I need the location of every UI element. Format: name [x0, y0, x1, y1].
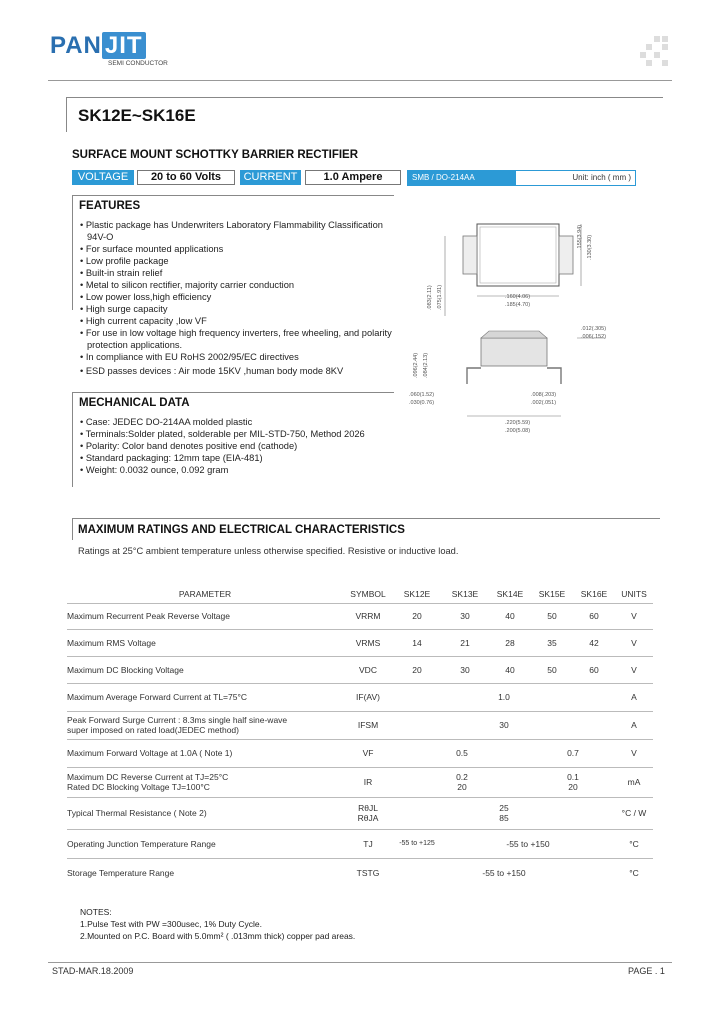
list-item: • Standard packaging: 12mm tape (EIA-481) — [80, 453, 263, 463]
col-header: SK12E — [403, 588, 431, 599]
symbol-cell: VDC — [343, 656, 393, 683]
package-label: SMB / DO-214AA — [408, 171, 516, 185]
list-item: • For surface mounted applications — [80, 244, 224, 254]
value-cell: 0.2 20 — [393, 767, 531, 797]
package-lead-right — [559, 236, 573, 274]
value-cell: 0.7 — [531, 739, 615, 767]
current-label: CURRENT — [240, 170, 301, 185]
product-subtitle: SURFACE MOUNT SCHOTTKY BARRIER RECTIFIER — [72, 149, 359, 161]
features-heading: FEATURES — [79, 200, 141, 212]
dim-text: .155(3.94) — [577, 224, 583, 250]
list-item: • Polarity: Color band denotes positive end (cathode) — [80, 441, 298, 451]
dim-text: .200(5.08) — [505, 428, 531, 434]
value-cell: 40 — [489, 603, 531, 629]
symbol-cell: VRMS — [343, 629, 393, 656]
value-cell: 21 — [441, 629, 489, 656]
dim-text: .060(1.52) — [409, 392, 435, 398]
unit-cell: V — [615, 656, 653, 683]
unit-cell: V — [615, 603, 653, 629]
symbol-cell: VF — [343, 739, 393, 767]
unit-cell: V — [615, 629, 653, 656]
value-cell: 28 — [489, 629, 531, 656]
value-cell: 60 — [573, 603, 615, 629]
mechanical-heading: MECHANICAL DATA — [79, 397, 190, 409]
value-cell: 30 — [441, 656, 489, 683]
list-item: • ESD passes devices : Air mode 15KV ,human body mode 8KV — [80, 366, 344, 376]
symbol-cell: IR — [343, 767, 393, 797]
unit-cell: °C / W — [615, 797, 653, 829]
list-item: • For use in low voltage high frequency inverters, free wheeling, and polarity protection applications. — [80, 328, 392, 350]
value-cell: 35 — [531, 629, 573, 656]
panjit-logo — [50, 32, 146, 60]
col-header: SK13E — [451, 588, 479, 599]
dim-text: .030(0.76) — [409, 400, 435, 406]
list-item: • Built-in strain relief — [80, 268, 163, 278]
param-cell: Maximum RMS Voltage — [67, 629, 343, 656]
notes-block — [80, 906, 355, 942]
value-cell: 14 — [393, 629, 441, 656]
voltage-value: 20 to 60 Volts — [137, 170, 235, 185]
table-row — [67, 656, 653, 683]
table-row — [67, 603, 653, 629]
symbol-cell: IF(AV) — [343, 683, 393, 711]
features-frame-top — [72, 195, 394, 196]
decorative-squares-icon — [640, 36, 672, 68]
col-header: SYMBOL — [350, 588, 386, 599]
symbol-cell: IFSM — [343, 711, 393, 739]
unit-cell: mA — [615, 767, 653, 797]
list-item: • Plastic package has Underwriters Laboratory Flammability Classification 94V-O — [80, 220, 383, 242]
value-cell: 40 — [489, 656, 531, 683]
footer-rule — [48, 962, 672, 963]
features-frame-line — [72, 195, 73, 310]
dim-text: .130(3.30) — [587, 234, 593, 260]
package-lead-left — [463, 236, 477, 274]
unit-cell: A — [615, 711, 653, 739]
table-row — [67, 711, 653, 739]
table-row — [67, 739, 653, 767]
symbol-cell: RθJL RθJA — [343, 797, 393, 829]
dim-text: .008(.203) — [531, 392, 557, 398]
ratings-frame-left — [72, 518, 73, 540]
param-cell: Maximum Forward Voltage at 1.0A ( Note 1) — [67, 739, 343, 767]
footer-page: PAGE . 1 — [628, 966, 665, 976]
package-diagram — [405, 188, 637, 438]
ratings-heading: MAXIMUM RATINGS AND ELECTRICAL CHARACTERISTICS — [78, 524, 405, 536]
param-cell: Peak Forward Surge Current : 8.3ms single half sine-wave super imposed on rated load(JEDEC method) — [67, 711, 343, 739]
footer-date: STAD-MAR.18.2009 — [52, 966, 134, 976]
value-cell: 30 — [441, 603, 489, 629]
note-item: 2.Mounted on P.C. Board with 5.0mm² ( .013mm thick) copper pad areas. — [80, 931, 356, 941]
table-header-row — [67, 585, 653, 603]
value-cell: -55 to +150 — [441, 829, 615, 858]
param-cell: Maximum Recurrent Peak Reverse Voltage — [67, 603, 343, 629]
logo-subtitle: SEMI CONDUCTOR — [108, 60, 168, 67]
dim-text: .012(.305) — [581, 326, 607, 332]
list-item: • Low profile package — [80, 256, 169, 266]
param-cell: Maximum Average Forward Current at TL=75°C — [67, 683, 343, 711]
table-row — [67, 797, 653, 829]
param-cell: Maximum DC Reverse Current at TJ=25°C Rated DC Blocking Voltage TJ=100°C — [67, 767, 343, 797]
voltage-label: VOLTAGE — [72, 170, 134, 185]
list-item: • High surge capacity — [80, 304, 168, 314]
value-cell: 30 — [393, 711, 615, 739]
list-item: • Low power loss,high efficiency — [80, 292, 212, 302]
dim-text: .220(5.59) — [505, 420, 531, 426]
value-cell: 25 85 — [393, 797, 615, 829]
list-item: • Metal to silicon rectifier, majority carrier conduction — [80, 280, 295, 290]
value-cell: 0.1 20 — [531, 767, 615, 797]
package-bar — [407, 170, 636, 186]
unit-cell: °C — [615, 858, 653, 887]
dim-text: .002(.051) — [531, 400, 557, 406]
table-row — [67, 683, 653, 711]
current-value: 1.0 Ampere — [305, 170, 401, 185]
package-top-inner — [480, 227, 556, 283]
ratings-frame-top — [72, 518, 660, 519]
table-row — [67, 829, 653, 858]
table-row — [67, 629, 653, 656]
dim-text: .185(4.70) — [505, 302, 531, 308]
note-item: 1.Pulse Test with PW =300usec, 1% Duty Cycle. — [80, 919, 262, 929]
package-side-body — [481, 338, 547, 366]
value-cell: 60 — [573, 656, 615, 683]
symbol-cell: TSTG — [343, 858, 393, 887]
value-cell: 20 — [393, 656, 441, 683]
unit-cell: V — [615, 739, 653, 767]
col-header: SK14E — [496, 588, 524, 599]
dim-text: .160(4.06) — [505, 294, 531, 300]
table-row — [67, 767, 653, 797]
logo-text-pan: PAN — [50, 32, 102, 59]
dim-text: .096(2.44) — [413, 352, 419, 378]
dim-text: .083(2.11) — [427, 285, 433, 310]
value-cell: 42 — [573, 629, 615, 656]
table-row — [67, 858, 653, 887]
unit-cell: A — [615, 683, 653, 711]
col-header: UNITS — [621, 588, 647, 599]
package-side-top — [481, 331, 547, 338]
notes-heading: NOTES: — [80, 907, 112, 917]
value-cell: 1.0 — [393, 683, 615, 711]
param-cell: Operating Junction Temperature Range — [67, 829, 343, 858]
package-side-lead-left — [467, 368, 481, 384]
package-side-lead-right — [547, 368, 561, 384]
symbol-cell: TJ — [343, 829, 393, 858]
param-cell: Maximum DC Blocking Voltage — [67, 656, 343, 683]
list-item: • In compliance with EU RoHS 2002/95/EC directives — [80, 352, 299, 362]
mechanical-list — [80, 416, 392, 476]
header-rule — [48, 80, 672, 81]
value-cell: -55 to +150 — [393, 858, 615, 887]
value-cell: 20 — [393, 603, 441, 629]
features-list — [80, 219, 392, 377]
ratings-note: Ratings at 25°C ambient temperature unless otherwise specified. Resistive or inductive load. — [78, 546, 459, 556]
col-header: SK15E — [538, 588, 566, 599]
list-item: • Terminals:Solder plated, solderable per MIL-STD-750, Method 2026 — [80, 429, 365, 439]
param-cell: Storage Temperature Range — [67, 858, 343, 887]
col-header: SK16E — [580, 588, 608, 599]
value-cell: -55 to +125 — [393, 829, 441, 858]
list-item: • High current capacity ,low VF — [80, 316, 207, 326]
value-cell: 50 — [531, 603, 573, 629]
mechanical-frame-top — [72, 392, 394, 393]
list-item: • Weight: 0.0032 ounce, 0.092 gram — [80, 465, 229, 475]
package-unit: Unit: inch ( mm ) — [572, 173, 631, 182]
page-title: SK12E~SK16E — [78, 106, 196, 125]
value-cell: 50 — [531, 656, 573, 683]
unit-cell: °C — [615, 829, 653, 858]
dim-text: .006(.152) — [581, 334, 607, 340]
dim-text: .084(2.13) — [423, 352, 429, 378]
list-item: • Case: JEDEC DO-214AA molded plastic — [80, 417, 253, 427]
symbol-cell: VRRM — [343, 603, 393, 629]
logo-text-jit: JIT — [102, 32, 146, 59]
col-header: PARAMETER — [178, 588, 232, 599]
dim-text: .075(1.91) — [437, 284, 443, 310]
mechanical-frame-line — [72, 392, 73, 487]
value-cell: 0.5 — [393, 739, 531, 767]
param-cell: Typical Thermal Resistance ( Note 2) — [67, 797, 343, 829]
ratings-table — [67, 585, 653, 887]
